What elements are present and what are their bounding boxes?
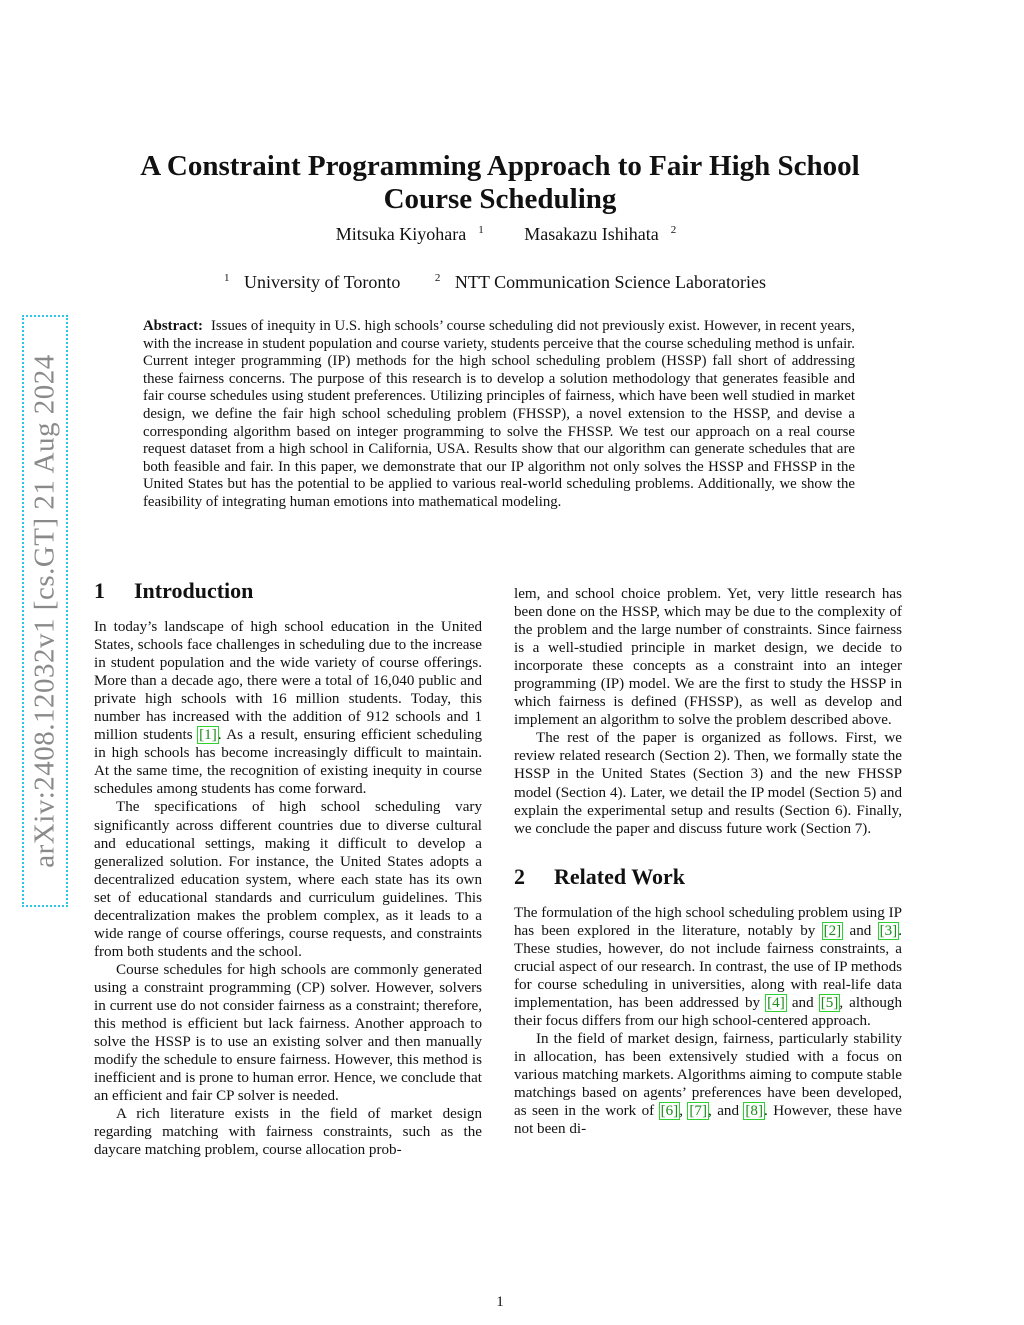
citation-link[interactable]: [2] bbox=[823, 922, 842, 939]
citation-link[interactable]: [1] bbox=[199, 727, 217, 744]
section-heading-introduction: 1 Introduction bbox=[94, 578, 254, 603]
abstract bbox=[143, 318, 855, 512]
paragraph: The formulation of the high school scheduling problem using IP has been explored in the literature, notably by [2] and [3]. These studies, however, do not include fairness constraints, a crucial aspect of our research. In contrast, the use of IP methods for course scheduling in universities, along with real-life data implementation, has been addressed by [4] and [5], although their focus differs from our high school-centered approach. bbox=[514, 904, 903, 1029]
affiliation: $^1$ University of Toronto bbox=[224, 272, 401, 292]
citation-link[interactable]: [6] bbox=[660, 1103, 679, 1120]
citation-link[interactable]: [7] bbox=[689, 1103, 708, 1120]
abstract-label: Abstract: bbox=[143, 318, 203, 334]
paragraph: A rich literature exists in the field of market design regarding matching with fairness constraints, such as the daycare matching problem, course allocation prob- bbox=[94, 1106, 482, 1159]
section-heading-related-work: 2 Related Work bbox=[514, 863, 685, 889]
arxiv-identifier-stamp bbox=[22, 315, 68, 907]
abstract-text: Issues of inequity in U.S. high schools’ course scheduling did not previously exist. However, in recent years, with the increase in student population and course variety, students perceive that the course scheduling method is unfair. Current integer programming (IP) methods for the high school scheduling problem (HSSP) fall short of addressing these fairness concerns. The purpose of this research is to develop a solution methodology that generates feasible and fair course schedules using student preferences. Utilizing principles of fairness, which have been well studied in market design, we define the fair high school scheduling problem (FHSSP), a novel extension to the HSSP, and devise a corresponding algorithm based on integer programming to solve the FHSSP. We test our approach on a real course request dataset from a high school in California, USA. Results show that our algorithm can generate schedules that are both feasible and fair. In this paper, we demonstrate that our IP algorithm not only solves the HSSP and FHSSP in the United States but has the potential to be applied to various real-world scheduling problems. Additionally, we show the feasibility of integrating human emotions into mathematical modeling. bbox=[143, 318, 855, 510]
author: Masakazu Ishihata $^2$ bbox=[524, 224, 677, 244]
paragraph: The rest of the paper is organized as follows. First, we review related research (Section 2). Then, we formally state the HSSP in the United States (Section 3) and the new FHSSP model (Section 4). Later, we detail the IP model (Section 5) and explain the experimental setup and results (Section 6). Finally, we conclude the paper and discuss future work (Section 7). bbox=[514, 730, 902, 837]
citation-link[interactable]: [5] bbox=[820, 994, 839, 1011]
affiliation-list bbox=[100, 272, 900, 293]
citation-link[interactable]: [8] bbox=[745, 1103, 764, 1120]
paragraph: The specifications of high school scheduling vary significantly across different countries due to diverse cultural and educational settings, making it difficult to develop a generalized solution. For instance, the United States adopts a decentralized education system, where each state has its own set of educational standards and curriculum guidelines. This decentralization makes the problem complex, as it leads to a wide range of course offerings, course requests, and constraints from both students and the school. bbox=[94, 799, 482, 960]
left-column bbox=[94, 578, 482, 1159]
paragraph: In the field of market design, fairness, particularly stability in allocation, has been extensively studied with a focus on various matching markets. Algorithms aiming to compute stable matchings based on agents’ preferences have been developed, as seen in the work of [6], [7], and [8]. However, these have not been di- bbox=[514, 1030, 903, 1138]
paragraph: Course schedules for high schools are commonly generated using a constraint programming (CP) solver. However, solvers in current use do not consider fairness as a constraint; therefore, this method is efficient but lack fairness. Another approach to solve the HSSP is to use an existing solver and then manually modify the schedule to ensure fairness. However, this method is inefficient and is prone to human error. Hence, we conclude that an efficient and fair CP solver is needed. bbox=[94, 961, 482, 1105]
author-list bbox=[100, 224, 900, 245]
right-column bbox=[514, 585, 902, 1138]
affiliation: $^2$ NTT Communication Science Laboratories bbox=[434, 272, 766, 292]
citation-link[interactable]: [3] bbox=[879, 922, 898, 939]
paper-title: A Constraint Programming Approach to Fair High School Course Scheduling bbox=[140, 150, 860, 215]
arxiv-identifier: arXiv:2408.12032v1 [cs.GT] 21 Aug 2024 bbox=[28, 354, 61, 868]
paragraph: lem, and school choice problem. Yet, very little research has been done on the HSSP, which may be due to the complexity of the problem and the large number of constraints. Since fairness is a well-studied principle in market design, we decide to incorporate these concepts as a constraint into an integer programming (IP) model. We are the first to study the HSSP in which fairness is defined (FHSSP), as well as develop and implement an algorithm to solve the problem described above. bbox=[514, 586, 902, 729]
page-number: 1 bbox=[496, 1294, 504, 1310]
paragraph: In today’s landscape of high school education in the United States, schools face challenges in scheduling due to the increase in student population and the wide variety of course offerings. More than a decade ago, there were a total of 16,040 public and private high schools with 16 million students. Today, this number has increased with the addition of 912 schools and 1 million students [1]. As a result, ensuring efficient scheduling in high schools has become increasingly difficult to maintain. At the same time, the recognition of existing inequity in course schedules among students has come forward. bbox=[94, 619, 482, 798]
citation-link[interactable]: [4] bbox=[767, 994, 785, 1011]
author: Mitsuka Kiyohara $^1$ bbox=[335, 224, 484, 244]
